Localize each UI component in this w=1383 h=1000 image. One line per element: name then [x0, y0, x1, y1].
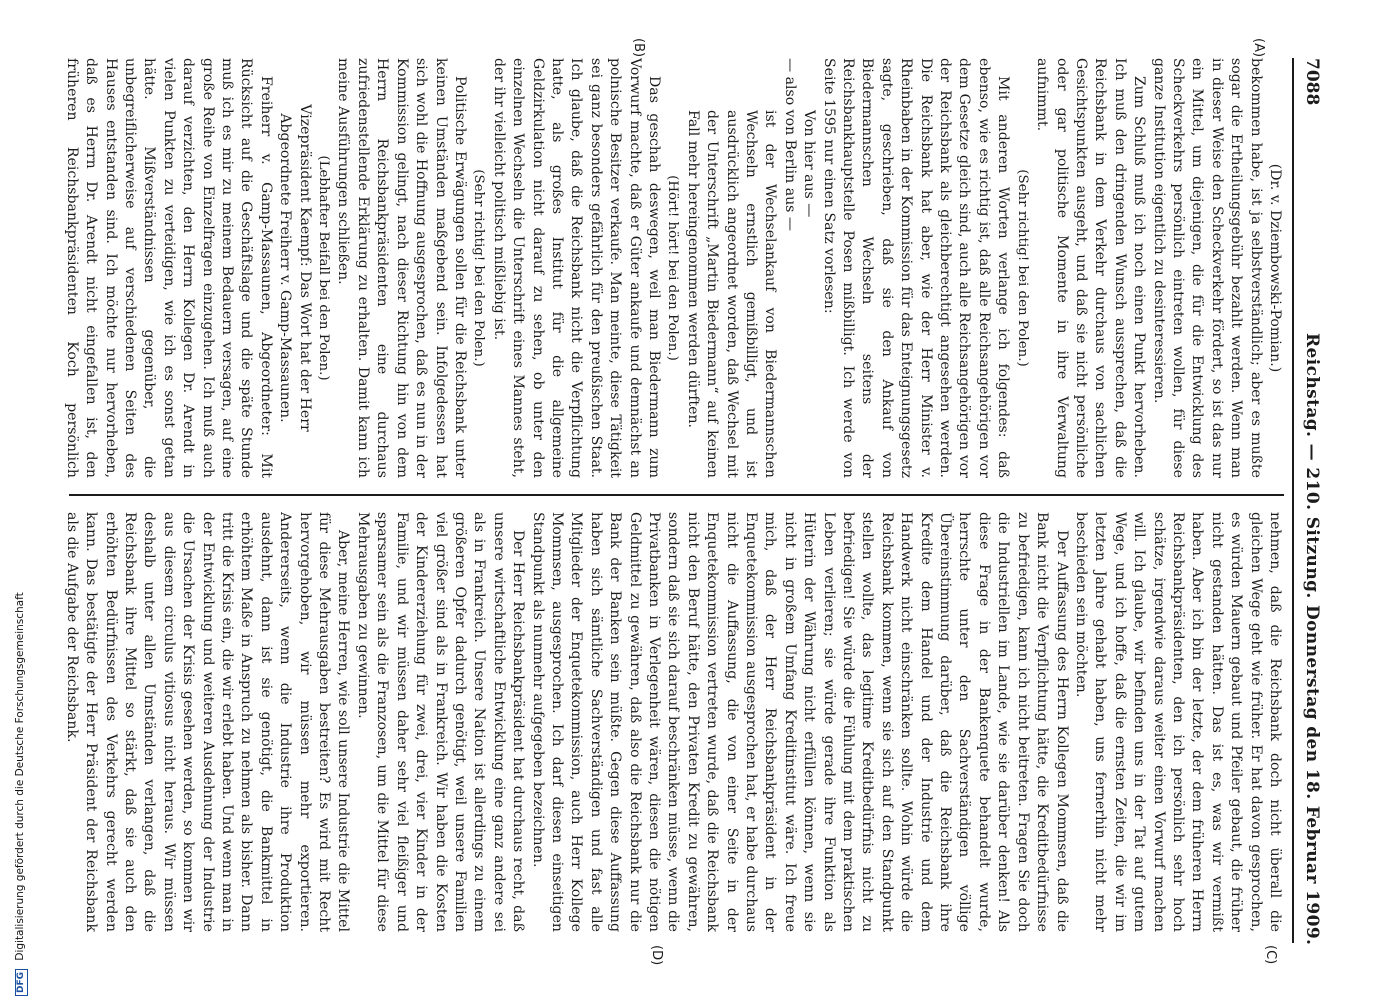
- audience-reaction: (Hört! hört! bei den Polen.): [665, 175, 681, 361]
- page-number: 7088: [1302, 58, 1322, 106]
- paragraph: Politische Erwägungen sollen für die Reichsbank unter keinen Umständen maßgebend sein. Infolgedessen hat sich wohl die Hoffnung ausgesprochen, daß es nun in der Kommission gelingt, nach dieser Richtung hin von dem Herrn Reichsbankpräsidenten eine durchaus zufriedenstellende Erklärung zu erhalten. Damit kann ich meine Ausführungen schließen.: [335, 58, 468, 478]
- audience-reaction: (Sehr richtig! bei den Polen.): [471, 169, 487, 367]
- quoted-passage: ist der Wechselankauf von Biedermannschen Wechseln ernstlich gemißbilligt, und ist ausdrücklich angeordnet worden, daß Wechsel mit der Unterschrift „Martin Biedermann“ auf keinen Fall mehr hereingenommen werden dürften.: [684, 110, 779, 478]
- page-header: [1292, 58, 1328, 946]
- dfg-logo-icon: DFG: [15, 969, 28, 996]
- rotated-parliament-page: [53, 38, 1328, 966]
- paragraph: Der Herr Reichsbankpräsident hat durchaus recht, daß unsere wirtschaftliche Entwicklung eine ganz andere sei als in Frankreich. Unsere Nation ist allerdings zu einem größeren Opfer dadurch genötigt, weil unsere Familien viel größer sind als in Frankreich. Wir haben die Kosten der Kindererziehung für zwei, drei, vier Kinder in der Familie, und wir müssen daher sehr viel fleißiger und sparsamer sein als die Franzosen, um die Mittel für diese Mehrausgaben zu gewinnen.: [354, 512, 527, 932]
- paragraph: nehmen, daß die Reichsbank doch nicht überall die gleichen Wege geht wie früher. Er hat davon gesprochen, es würden Mauern gebaut und Pfeiler gebaut, die früher nicht gestanden hätten. Das ist es, was wir vermißt haben. Aber ich bin der letzte, der dem früheren Herrn Reichsbankpräsidenten, den ich persönlich sehr hoch schätze, irgendwie daraus weiter einen Vorwurf machen will. Ich glaube, wir befinden uns in der Tat auf gutem Wege, und ich hoffe, daß die ernsten Zeiten, die wir im letzten Jahre gehabt haben, uns fernerhin nicht mehr beschieden sein möchten.: [1072, 512, 1283, 932]
- audience-reaction: (Sehr richtig! bei den Polen.): [1014, 169, 1030, 367]
- margin-marker-a: (A): [1251, 38, 1266, 58]
- paragraph: bekommen habe, ist ja selbstverständlich; aber es mußte sogar die Ertheilungsgebühr bezahlt werden. Wenn man in dieser Weise den Scheckverkehr fördert, so ist das nur ein Mittel, um diejenigen, die für die Entwicklung des Scheckverkehrs persönlich eintreten wollen, für diese ganze Institution eigentlich zu desinteressieren.: [1150, 58, 1264, 478]
- speaker-announcement: Vizepräsident Kaempf: Das Wort hat der Herr Abgeordnete Freiherr v. Gamp-Massaunen.: [277, 104, 313, 432]
- credit-text: Digitalisierung gefördert durch die Deutsche Forschungsgemeinschaft: [14, 592, 26, 961]
- margin-marker-d: (D): [649, 945, 664, 966]
- session-title: Reichstag. — 210. Sitzung. Donnerstag den 18. Februar 1909.: [1302, 333, 1322, 946]
- paragraph: Aber, meine Herren, wie soll unsere Industrie die Mittel für diese Mehrausgaben bestreiten? Es wird mit Recht hervorgehoben, wir müssen mehr exportieren. Andererseits, wenn die Industrie ihre Produktion ausdehnt, dann ist sie genötigt, die Bankmittel in erhöhtem Maße in Anspruch zu nehmen als bisher. Dann tritt die Krisis ein, die wir erlebt haben. Und wenn man in der Entwicklung und weiteren Ausdehnung der Industrie die Ursachen der Krisis gesehen werden, so kommen wir aus diesem circulus vitiosus nicht heraus. Wir müssen deshalb unter allen Umständen verlangen, daß die Reichsbank ihre Mittel so stärkt, daß sie auch den erhöhten Bedürfnissen des Verkehrs gerecht werden kann. Das bestätigte der Herr Präsident der Reichsbank als die Aufgabe der Reichsbank.: [64, 512, 352, 932]
- quote-dash: — also von Berlin aus —: [781, 58, 798, 231]
- digitization-credit-strip: [0, 0, 26, 1000]
- column-divider: [69, 494, 1284, 496]
- margin-marker-c: (C): [1263, 945, 1278, 965]
- right-text-column: [64, 512, 1284, 932]
- speech-paragraph: Freiherr v. Gamp-Massaunen, Abgeordneter: Mit Rücksicht auf die Geschäftslage und die späte Stunde muß ich es mir zu meinem Bedauern versagen, auf eine große Reihe von Einzelfragen einzugehen. Ich muß auch darauf verzichten, den Herrn Kollegen Dr. Arendt in vielen Punkten zu verteidigen, wie ich es sonst getan hätte. Mißverständnissen gegenüber, die unbegreiflicherweise auf verschiedenen Seiten des Hauses entstanden sind. Ich möchte nur hervorheben, daß es Herrn Dr. Arendt nicht eingefallen ist, den früheren Reichsbankpräsidenten Koch persönlich: [64, 58, 274, 478]
- margin-marker-b: (B): [631, 38, 646, 58]
- paragraph: Das geschah deswegen, weil man Biedermann zum Vorwurf machte, daß er Güter ankaufe und demnächst an polnische Besitzer verkaufe. Man meinte, diese Tätigkeit sei ganz besonders gefährlich für den preußischen Staat. Ich glaube, daß die Reichsbank nicht die Verpflichtung hatte, als großes Institut für die allgemeine Geldzirkulation nicht darauf zu sehen, ob unter den einzelnen Wechseln die Unterschrift eines Mannes steht, der ihr vielleicht politisch mißliebig ist.: [490, 58, 662, 478]
- digitization-credit: [14, 592, 28, 996]
- speaker-tag: (Dr. v. Dziembowski-Pomian.): [1267, 163, 1283, 373]
- audience-reaction: (Lebhafter Beifall bei den Polen.): [316, 155, 332, 381]
- paragraph: Zum Schluß muß ich noch einen Punkt hervorheben. Ich muß den dringenden Wunsch aussprechen, daß die Reichsbank in dem Verkehr durchaus von sachlichen Gesichtspunkten ausgeht, und daß sie nicht persönliche oder gar politische Momente in ihre Verwaltung aufnimmt.: [1034, 58, 1148, 478]
- quote-intro: Von hier aus —: [801, 110, 818, 218]
- left-text-column: [64, 58, 1284, 478]
- paragraph: Der Auffassung des Herrn Kollegen Mommsen, daß die Bank nicht die Verpflichtung hätte, die Kreditbedürfnisse zu befriedigen, kann ich nicht beitreten. Fragen Sie doch die Industriellen im Lande, wie sie darüber denken! Als diese Frage in der Bankenquete behandelt wurde, herrschte unter den Sachverständigen völlige Übereinstimmung darüber, daß die Reichsbank ihre Kredite dem Handel und der Industrie und dem Handwerk nicht einschränken sollte. Wohin würde die Reichsbank kommen, wenn sie sich auf den Standpunkt stellen wollte, das legitime Kreditbedürfnis nicht zu befriedigen! Sie würde die Fühlung mit dem praktischen Leben verlieren; sie würde gerade ihre Funktion als Hüterin der Währung nicht erfüllen können, wenn sie nicht in großem Umfang Kreditinstitut wäre. Ich freue mich, daß der Herr Reichsbankpräsident in der Enquetekommission ausgesprochen hat, er habe durchaus nicht die Auffassung, die von einer Seite in der Enquetekommission vertreten wurde, daß die Reichsbank nicht den Beruf hätte, den Privaten Kredit zu gewähren, sondern daß sie sich darauf beschränken müsse, wenn die Privatbanken in Verlegenheit wären, diesen die nötigen Geldmittel zu gewähren, daß also die Reichsbank nur die Bank der Banken sein müßte. Gegen diese Auffassung haben sich sämtliche Sachverständigen und fast alle Mitglieder der Enquetekommission, auch Herr Kollege Mommsen, ausgesprochen. Ich darf diesen einseitigen Standpunkt als nunmehr aufgegeben bezeichnen.: [529, 512, 1070, 932]
- paragraph: Mit anderen Worten verlange ich folgendes: daß ebenso, wie es richtig ist, daß alle Reichsangehörigen vor dem Gesetze gleich sind, auch alle Reichsangehörigen vor der Reichsbank als gleichberechtigt angesehen werden. Die Reichsbank hat aber, wie der Herr Minister v. Rheinbaben in der Kommission für das Enteignungsgesetz sagte, geschrieben, daß sie den Ankauf von Biedermannschen Wechseln seitens der Reichsbankhauptstelle Posen mißbilligt. Ich werde von Seite 1595 nur einen Satz vorlesen:: [820, 58, 1012, 478]
